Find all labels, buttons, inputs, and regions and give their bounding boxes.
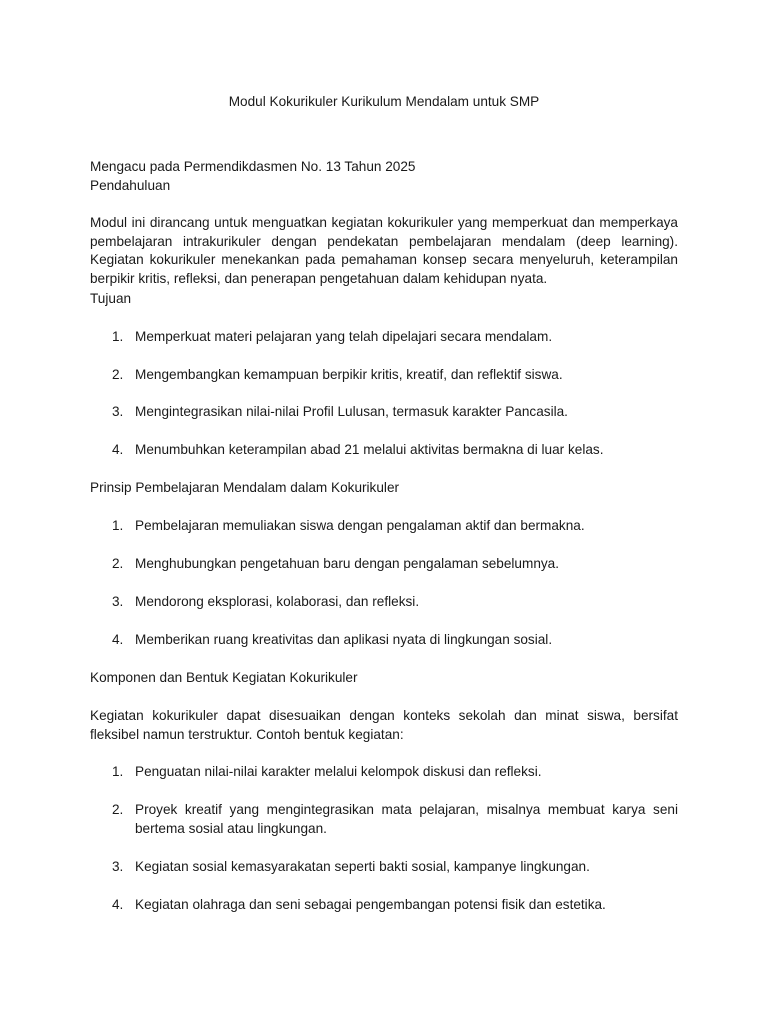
list-item (90, 366, 678, 385)
list-number: 1. (112, 329, 124, 344)
document-page (90, 0, 678, 1024)
list-item-text: Mendorong eksplorasi, kolaborasi, dan refleksi. (135, 594, 420, 609)
list-number: 3. (112, 594, 124, 609)
list-number: 4. (112, 897, 124, 912)
components-paragraph: Kegiatan kokurikuler dapat disesuaikan dengan konteks sekolah dan minat siswa, bersifat fleksibel namun terstruktur. Contoh bentuk kegiatan: (90, 708, 678, 742)
list-item (90, 801, 678, 838)
list-item-text: Kegiatan sosial kemasyarakatan seperti bakti sosial, kampanye lingkungan. (135, 859, 590, 874)
list-number: 2. (112, 556, 124, 571)
reference-line: Mengacu pada Permendikdasmen No. 13 Tahun 2025 (90, 159, 416, 174)
list-item (90, 896, 678, 915)
principles-heading: Prinsip Pembelajaran Mendalam dalam Kokurikuler (90, 480, 400, 495)
list-item-text: Penguatan nilai-nilai karakter melalui kelompok diskusi dan refleksi. (135, 764, 542, 779)
list-number: 3. (112, 404, 124, 419)
list-item-text: Mengintegrasikan nilai-nilai Profil Lulusan, termasuk karakter Pancasila. (135, 404, 568, 419)
list-item-text: Mengembangkan kemampuan berpikir kritis, kreatif, dan reflektif siswa. (135, 367, 563, 382)
list-item (90, 517, 678, 536)
list-number: 4. (112, 442, 124, 457)
list-item (90, 555, 678, 574)
list-item-text: Menghubungkan pengetahuan baru dengan pengalaman sebelumnya. (135, 556, 560, 571)
list-item (90, 328, 678, 347)
list-item-text: Kegiatan olahraga dan seni sebagai pengembangan potensi fisik dan estetika. (135, 897, 606, 912)
list-item-text: Memberikan ruang kreativitas dan aplikasi nyata di lingkungan sosial. (135, 632, 553, 647)
list-number: 2. (112, 367, 124, 382)
list-item-text: Proyek kreatif yang mengintegrasikan mata pelajaran, misalnya membuat karya seni bertema sosial atau lingkungan. (135, 802, 678, 836)
components-heading: Komponen dan Bentuk Kegiatan Kokurikuler (90, 670, 358, 685)
list-item (90, 631, 678, 650)
list-number: 1. (112, 518, 124, 533)
intro-heading: Pendahuluan (90, 178, 171, 193)
list-item (90, 593, 678, 612)
goals-heading: Tujuan (90, 291, 132, 306)
list-number: 3. (112, 859, 124, 874)
list-item-text: Menumbuhkan keterampilan abad 21 melalui aktivitas bermakna di luar kelas. (135, 442, 604, 457)
list-item-text: Pembelajaran memuliakan siswa dengan pengalaman aktif dan bermakna. (135, 518, 585, 533)
list-item (90, 858, 678, 877)
document-title: Modul Kokurikuler Kurikulum Mendalam untuk SMP (228, 94, 540, 109)
list-item (90, 763, 678, 782)
list-number: 2. (112, 802, 124, 817)
list-number: 1. (112, 764, 124, 779)
list-item (90, 441, 678, 460)
list-item-text: Memperkuat materi pelajaran yang telah dipelajari secara mendalam. (135, 329, 553, 344)
list-item (90, 403, 678, 422)
list-number: 4. (112, 632, 124, 647)
intro-paragraph: Modul ini dirancang untuk menguatkan kegiatan kokurikuler yang memperkuat dan memperkaya pembelajaran intrakurikuler dengan pendekatan pembelajaran mendalam (deep learning). Kegiatan kokurikuler menekankan pada pemahaman konsep secara menyeluruh, keterampilan berpikir kritis, refleksi, dan penerapan pengetahuan dalam kehidupan nyata. (90, 215, 678, 286)
